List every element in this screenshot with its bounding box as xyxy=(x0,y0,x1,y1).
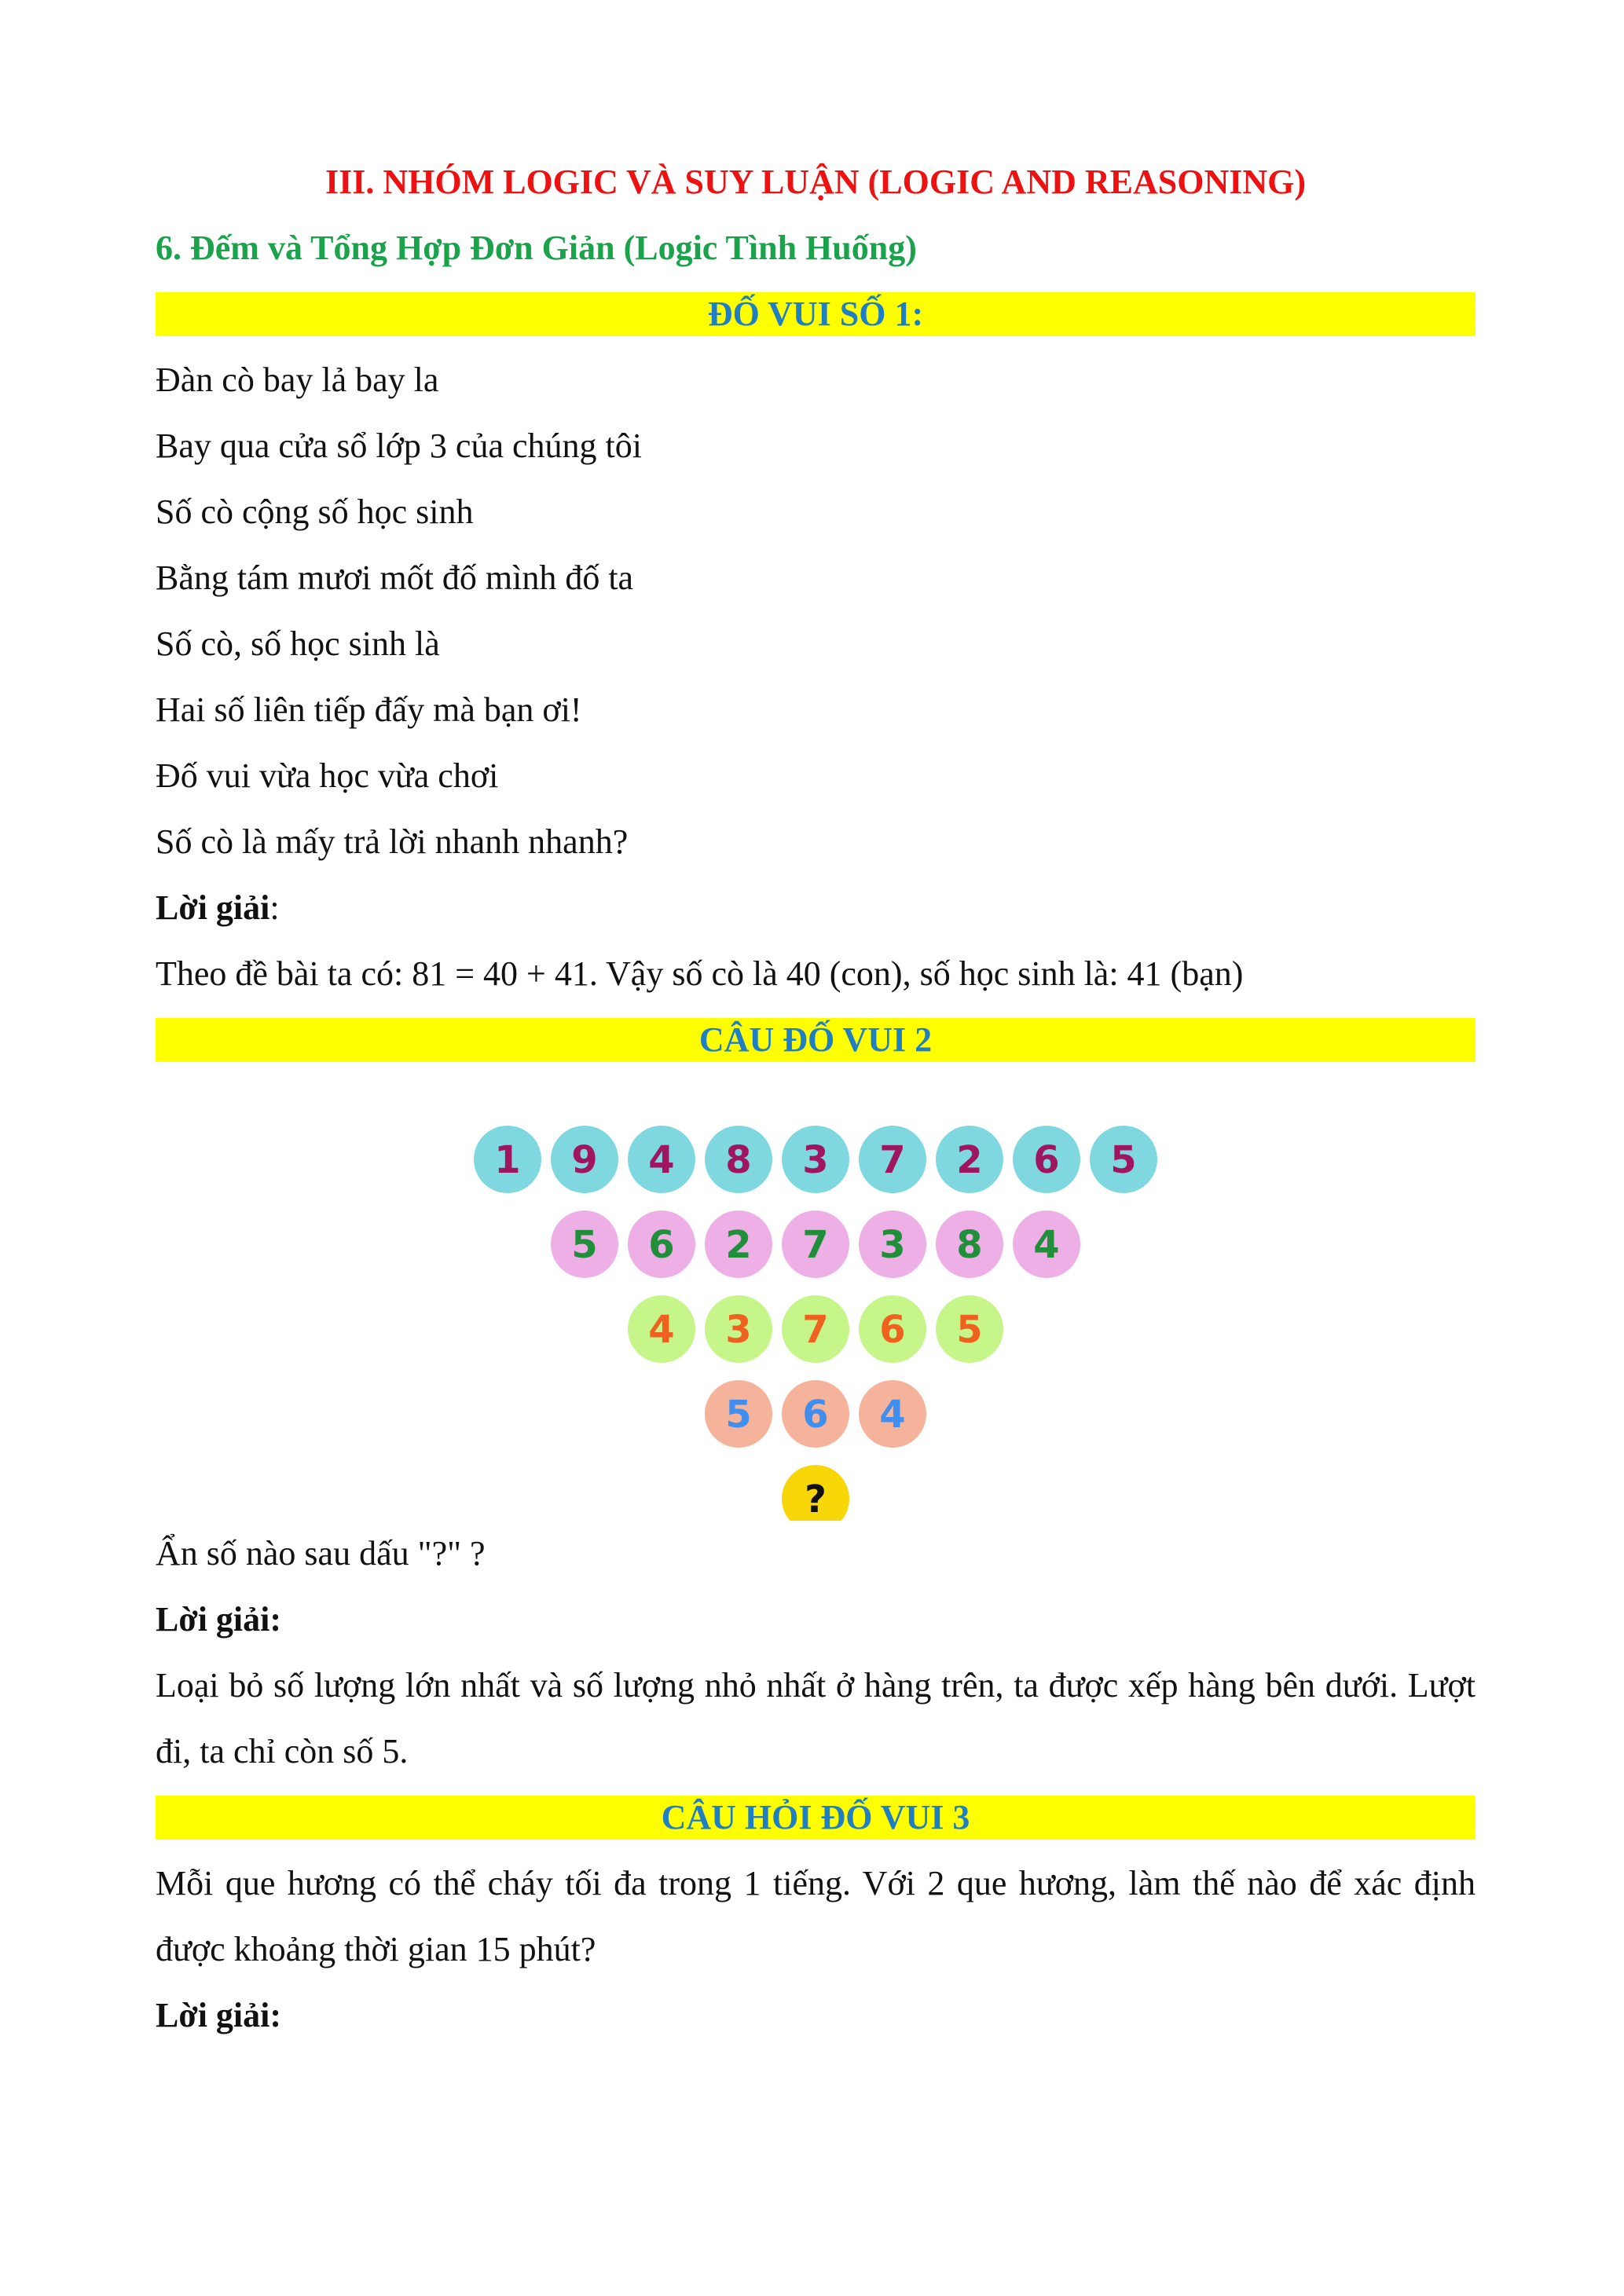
poem-line: Đàn cò bay lả bay la xyxy=(156,361,439,399)
pyramid-number: 4 xyxy=(648,1138,675,1182)
section-title: III. NHÓM LOGIC VÀ SUY LUẬN (LOGIC AND REASONING) xyxy=(324,163,1307,201)
riddle-3-solution-label: Lời giải: xyxy=(156,1996,282,2034)
pyramid-circle xyxy=(705,1210,772,1278)
riddle-2-question: Ẩn số nào sau dấu "?" ? xyxy=(156,1534,486,1573)
pyramid-circle xyxy=(705,1380,772,1448)
pyramid-number: 3 xyxy=(725,1308,752,1352)
pyramid-number: 7 xyxy=(879,1138,906,1182)
pyramid-circle xyxy=(859,1210,926,1278)
pyramid-circle xyxy=(551,1210,618,1278)
pyramid-circle xyxy=(1013,1210,1080,1278)
pyramid-circle xyxy=(936,1126,1003,1193)
pyramid-circle xyxy=(782,1126,849,1193)
pyramid-number: 6 xyxy=(879,1308,906,1352)
poem-line: Số cò cộng số học sinh xyxy=(156,493,474,531)
pyramid-circle xyxy=(1090,1126,1157,1193)
pyramid-number: 5 xyxy=(956,1308,983,1352)
pyramid-circle xyxy=(474,1126,541,1193)
pyramid-circle xyxy=(782,1465,849,1521)
pyramid-circle xyxy=(705,1126,772,1193)
pyramid-circle xyxy=(705,1295,772,1363)
pyramid-number: 1 xyxy=(494,1138,521,1182)
pyramid-number: 6 xyxy=(1033,1138,1060,1182)
pyramid-circle xyxy=(1013,1126,1080,1193)
pyramid-circle xyxy=(782,1295,849,1363)
pyramid-number: 3 xyxy=(879,1223,906,1267)
riddle-1-solution: Theo đề bài ta có: 81 = 40 + 41. Vậy số cò là 40 (con), số học sinh là: 41 (bạn) xyxy=(156,954,1244,993)
document-page xyxy=(156,149,1476,2049)
number-pyramid xyxy=(156,1073,1476,1521)
poem-line: Bằng tám mươi mốt đố mình đố ta xyxy=(156,558,634,597)
solution-colon: : xyxy=(269,888,280,927)
pyramid-number: 2 xyxy=(725,1223,752,1267)
pyramid-number: 9 xyxy=(571,1138,598,1182)
pyramid-circle xyxy=(859,1295,926,1363)
subsection-title: 6. Đếm và Tổng Hợp Đơn Giản (Logic Tình Huống) xyxy=(156,229,917,267)
pyramid-number: 8 xyxy=(725,1138,752,1182)
number-pyramid-graphic xyxy=(156,1073,1476,1521)
pyramid-number: 4 xyxy=(879,1393,906,1437)
pyramid-circle xyxy=(551,1126,618,1193)
pyramid-circle xyxy=(936,1295,1003,1363)
poem-line: Số cò, số học sinh là xyxy=(156,624,440,663)
pyramid-number: 6 xyxy=(648,1223,675,1267)
pyramid-number: 7 xyxy=(802,1308,829,1352)
pyramid-number: 8 xyxy=(956,1223,983,1267)
pyramid-number: 4 xyxy=(1033,1223,1060,1267)
riddle-2-solution: Loại bỏ số lượng lớn nhất và số lượng nhỏ nhất ở hàng trên, ta được xếp hàng bên dưới. Lượt đi, ta chỉ còn số 5. xyxy=(156,1666,1476,1771)
pyramid-number: 5 xyxy=(571,1223,598,1267)
riddle-1-solution-label xyxy=(156,875,1476,941)
pyramid-number: 7 xyxy=(802,1223,829,1267)
pyramid-number: 6 xyxy=(802,1393,829,1437)
poem-line: Đố vui vừa học vừa chơi xyxy=(156,756,499,795)
pyramid-circle xyxy=(628,1126,695,1193)
pyramid-number: 5 xyxy=(1110,1138,1137,1182)
pyramid-circle xyxy=(782,1380,849,1448)
pyramid-number: 3 xyxy=(802,1138,829,1182)
pyramid-number: 4 xyxy=(648,1308,675,1352)
pyramid-circle xyxy=(628,1210,695,1278)
pyramid-number: ? xyxy=(805,1478,827,1521)
pyramid-circle xyxy=(782,1210,849,1278)
pyramid-circle xyxy=(936,1210,1003,1278)
riddle-3-question: Mỗi que hương có thể cháy tối đa trong 1 tiếng. Với 2 que hương, làm thế nào để xác định được khoảng thời gian 15 phút? xyxy=(156,1864,1476,1968)
riddle-3-title: CÂU HỎI ĐỐ VUI 3 xyxy=(156,1796,1476,1840)
pyramid-circle xyxy=(628,1295,695,1363)
pyramid-number: 5 xyxy=(725,1393,752,1437)
pyramid-number: 2 xyxy=(956,1138,983,1182)
poem-line: Hai số liên tiếp đấy mà bạn ơi! xyxy=(156,690,582,729)
pyramid-circle xyxy=(859,1380,926,1448)
riddle-2-solution-label: Lời giải: xyxy=(156,1600,282,1639)
riddle-2-title: CÂU ĐỐ VUI 2 xyxy=(156,1018,1476,1062)
poem-line: Số cò là mấy trả lời nhanh nhanh? xyxy=(156,822,629,861)
poem-line: Bay qua cửa sổ lớp 3 của chúng tôi xyxy=(156,427,642,465)
pyramid-circle xyxy=(859,1126,926,1193)
riddle-1-poem xyxy=(156,347,1476,875)
solution-label: Lời giải xyxy=(156,888,270,927)
riddle-1-title: ĐỐ VUI SỐ 1: xyxy=(156,292,1476,336)
